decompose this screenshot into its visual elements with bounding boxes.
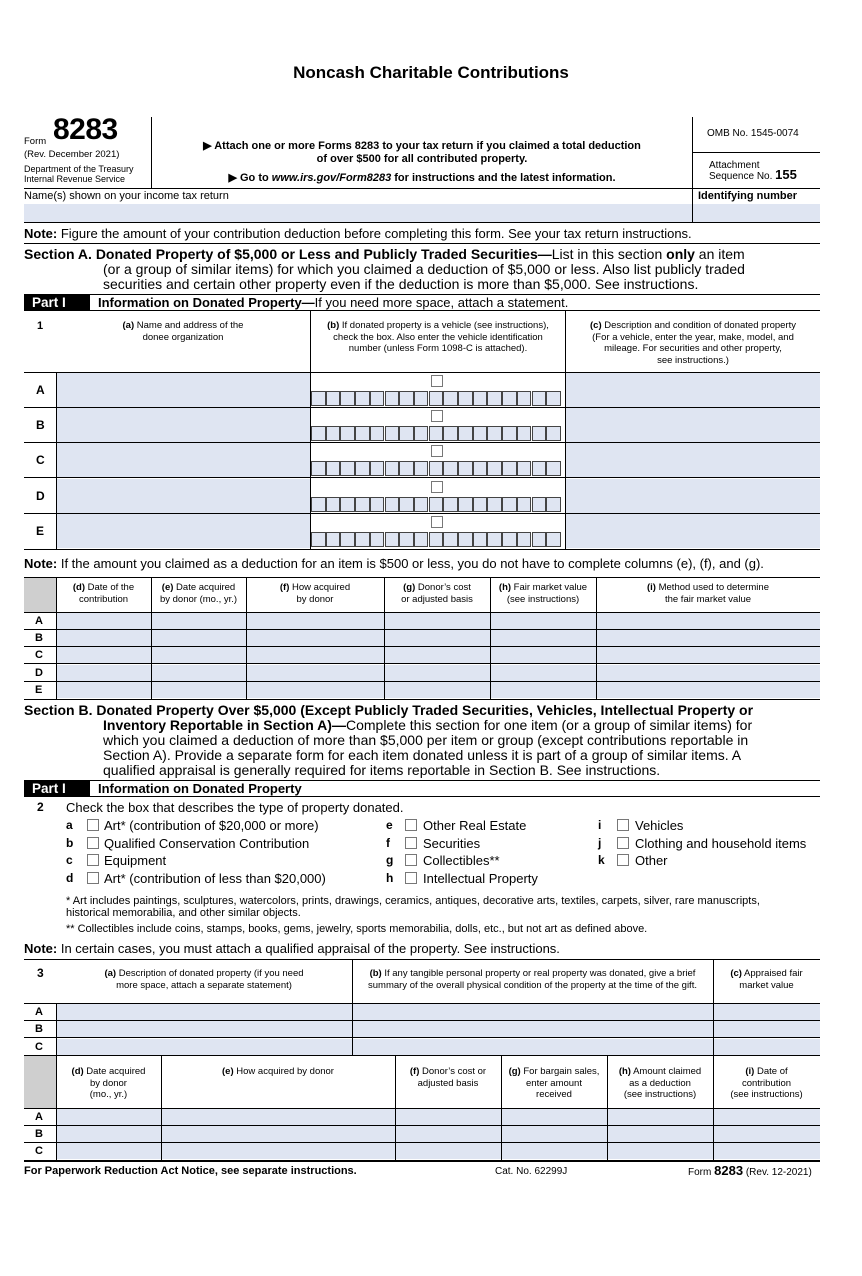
valuation-method-field[interactable] [597,647,820,663]
deduction-amount-field[interactable] [608,1126,713,1142]
fair-market-value-field[interactable] [491,613,596,629]
row-label: B [35,632,43,644]
vin-digit-field[interactable] [502,532,517,547]
vin-digit-field[interactable] [399,497,414,512]
vin-digit-field[interactable] [311,391,326,406]
option-letter: b [66,835,74,850]
appraised-value-field[interactable] [714,1021,820,1037]
sequence-number: 155 [775,167,797,182]
property-type-label: Art* (contribution of less than $20,000) [104,870,326,886]
vin-digit-field[interactable] [429,497,444,512]
vin-digit-field[interactable] [370,391,385,406]
section-a-heading: Section A. Donated Property of $5,000 or Less and Publicly Traded Securities—List in this section only an item [24,246,745,262]
date-acquired-field[interactable] [57,1126,161,1142]
donor-cost-field[interactable] [385,647,490,663]
column-3f-header: (f) Donor’s cost or adjusted basis [409,1066,487,1089]
form-number: 8283 [53,113,118,146]
vin-digit-field[interactable] [355,426,370,441]
vin-digit-field[interactable] [429,532,444,547]
row-label: A [35,615,43,627]
donee-organization-field[interactable] [57,514,310,548]
vin-digit-field[interactable] [414,391,429,406]
vin-digit-field[interactable] [487,497,502,512]
attach-instruction: ▶ Attach one or more Forms 8283 to your tax return if you claimed a total deduction of over $500 for all contributed property. [203,140,641,165]
line-1-number: 1 [37,320,44,332]
option-letter: i [598,818,602,832]
vin-digit-field[interactable] [399,461,414,476]
property-type-label: Securities [423,835,481,851]
row-label: D [36,489,45,503]
vehicle-checkbox[interactable] [431,410,443,422]
part-1-b-label: Part I [24,781,90,796]
vin-digit-field[interactable] [502,426,517,441]
row-label: B [36,418,45,432]
vin-digit-field[interactable] [414,532,429,547]
vin-digit-field[interactable] [502,497,517,512]
department-line-1: Department of the Treasury [24,164,134,174]
property-type-label: Qualified Conservation Contribution [104,835,310,851]
contribution-date-field[interactable] [714,1109,820,1125]
form-title: Noncash Charitable Contributions [293,63,569,82]
vin-digit-field[interactable] [473,532,488,547]
row-label: C [35,1041,43,1053]
property-condition-field[interactable] [353,1039,713,1055]
website-instruction: ▶ Go to www.irs.gov/Form8283 for instructions and the latest information. [228,172,616,184]
bargain-sale-amount-field[interactable] [502,1143,607,1159]
vin-digit-field[interactable] [399,532,414,547]
property-type-checkbox[interactable] [87,872,99,884]
vin-digit-field[interactable] [473,426,488,441]
vin-digit-field[interactable] [546,391,561,406]
vin-digit-field[interactable] [458,461,473,476]
property-type-checkbox[interactable] [87,837,99,849]
column-d-header: (d) Date of the contribution [72,582,135,605]
section-b-line-5: qualified appraisal is generally required for items reportable in Section B. See instructions. [103,762,661,778]
property-type-checkbox[interactable] [87,854,99,866]
option-letter: k [598,853,605,868]
vehicle-checkbox[interactable] [431,481,443,493]
property-condition-field[interactable] [353,1004,713,1020]
vin-digit-field[interactable] [385,391,400,406]
vin-digit-field[interactable] [546,426,561,441]
vin-digit-field[interactable] [487,391,502,406]
donor-cost-field[interactable] [385,665,490,681]
date-acquired-field[interactable] [152,630,246,646]
column-3b-header: (b) If any tangible personal property or real property was donated, give a brief summary of the overall physical condition of the property at the time of the gift. [368,968,697,991]
property-type-label: Collectibles** [423,853,500,869]
option-letter: f [386,835,390,850]
contribution-date-field[interactable] [57,647,151,663]
date-acquired-field[interactable] [152,665,246,681]
how-acquired-field[interactable] [247,630,384,646]
vin-digit-field[interactable] [443,532,458,547]
date-acquired-field[interactable] [57,1109,161,1125]
fair-market-value-field[interactable] [491,682,596,698]
property-type-label: Intellectual Property [423,870,538,886]
art-footnote-line-2: historical memorabilia, and other similar objects. [66,907,301,919]
valuation-method-field[interactable] [597,665,820,681]
contribution-date-field[interactable] [714,1126,820,1142]
names-field[interactable] [24,204,692,222]
vin-digit-field[interactable] [502,391,517,406]
vin-digit-field[interactable] [546,532,561,547]
property-description-field[interactable] [57,1039,352,1055]
fair-market-value-field[interactable] [491,665,596,681]
option-letter: d [66,870,74,885]
vin-digit-field[interactable] [414,497,429,512]
property-description-field[interactable] [566,373,820,407]
vin-digit-field[interactable] [385,497,400,512]
vin-digit-field[interactable] [517,426,532,441]
vin-digit-field[interactable] [443,461,458,476]
form-revision: (Rev. December 2021) [24,149,120,160]
how-acquired-field[interactable] [247,665,384,681]
option-letter: j [598,835,602,850]
row-label: A [35,1006,43,1018]
property-type-checkbox[interactable] [617,854,629,866]
line-2-text: Check the box that describes the type of property donated. [66,800,404,815]
property-type-checkbox[interactable] [617,819,629,831]
vin-digit-field[interactable] [370,426,385,441]
paperwork-notice: For Paperwork Reduction Act Notice, see separate instructions. [24,1165,357,1177]
line-3-number: 3 [37,966,44,980]
column-3i-header: (i) Date of contribution (see instructions) [730,1066,803,1100]
property-type-label: Other Real Estate [423,818,527,833]
identifying-number-field[interactable] [693,204,820,222]
property-type-label: Equipment [104,853,167,869]
vin-digit-field[interactable] [443,497,458,512]
vin-digit-field[interactable] [340,497,355,512]
vin-digit-field[interactable] [326,497,341,512]
vin-digit-field[interactable] [370,532,385,547]
donee-organization-field[interactable] [57,408,310,442]
vin-digit-field[interactable] [473,391,488,406]
property-description-field[interactable] [566,443,820,477]
how-acquired-field[interactable] [162,1143,395,1159]
how-acquired-field[interactable] [247,613,384,629]
property-description-field[interactable] [57,1004,352,1020]
vin-digit-field[interactable] [532,426,547,441]
property-description-field[interactable] [566,514,820,548]
vin-digit-field[interactable] [385,461,400,476]
date-acquired-field[interactable] [152,682,246,698]
option-letter: g [386,853,394,868]
column-3a-header: (a) Description of donated property (if you need more space, attach a separate statement) [104,968,304,991]
vehicle-checkbox[interactable] [431,516,443,528]
valuation-method-field[interactable] [597,613,820,629]
vin-digit-field[interactable] [326,391,341,406]
vin-digit-field[interactable] [487,532,502,547]
row-label: A [35,1111,43,1123]
how-acquired-field[interactable] [162,1126,395,1142]
vin-digit-field[interactable] [311,497,326,512]
vehicle-checkbox[interactable] [431,375,443,387]
fair-market-value-field[interactable] [491,647,596,663]
how-acquired-field[interactable] [247,647,384,663]
property-description-field[interactable] [566,408,820,442]
option-letter: h [386,870,394,885]
vin-digit-field[interactable] [311,426,326,441]
vin-digit-field[interactable] [443,391,458,406]
vin-digit-field[interactable] [517,497,532,512]
how-acquired-field[interactable] [247,682,384,698]
row-label: A [36,383,45,397]
row-label: B [35,1128,43,1140]
section-a-line-3: securities and certain other property even if the deduction is more than $5,000. See instructions. [103,276,699,292]
section-b-line-2: Inventory Reportable in Section A)—Complete this section for one item (or a group of similar items) for [103,717,753,733]
vin-digit-field[interactable] [399,391,414,406]
department-line-2: Internal Revenue Service [24,174,126,184]
date-acquired-field[interactable] [152,647,246,663]
part-1-title: Information on Donated Property—If you need more space, attach a statement. [98,295,569,310]
vin-digit-field[interactable] [458,532,473,547]
row-label: E [35,684,43,696]
vin-digit-field[interactable] [414,461,429,476]
footer-form-id: Form 8283 (Rev. 12-2021) [688,1163,812,1178]
vin-digit-field[interactable] [473,461,488,476]
catalog-number: Cat. No. 62299J [495,1166,568,1177]
how-acquired-field[interactable] [162,1109,395,1125]
line-2-number: 2 [37,800,44,814]
column-3h-header: (h) Amount claimed as a deduction (see instructions) [618,1066,702,1100]
vin-digit-field[interactable] [370,497,385,512]
donor-cost-field[interactable] [385,630,490,646]
row-label: E [36,524,45,538]
vin-digit-field[interactable] [546,461,561,476]
column-b-header: (b) If donated property is a vehicle (see instructions), check the box. Also enter the vehicle identification number (unless Form 1098-C is attached). [327,320,549,354]
date-acquired-field[interactable] [152,613,246,629]
property-type-label: Clothing and household items [635,835,807,851]
row-label: C [36,453,45,467]
vin-digit-field[interactable] [340,461,355,476]
column-3e-header: (e) How acquired by donor [222,1066,334,1077]
vehicle-checkbox[interactable] [431,445,443,457]
vin-digit-field[interactable] [340,532,355,547]
vin-digit-field[interactable] [487,426,502,441]
vin-digit-field[interactable] [326,426,341,441]
vin-digit-field[interactable] [311,461,326,476]
vin-digit-field[interactable] [546,497,561,512]
vin-digit-field[interactable] [385,426,400,441]
donor-cost-field[interactable] [396,1143,501,1159]
contribution-date-field[interactable] [714,1143,820,1159]
property-type-checkbox[interactable] [405,837,417,849]
contribution-date-field[interactable] [57,630,151,646]
vin-digit-field[interactable] [532,532,547,547]
column-e-header: (e) Date acquired by donor (mo., yr.) [159,582,238,605]
row-label: C [35,1145,43,1157]
property-type-checkbox[interactable] [405,854,417,866]
option-letter: e [386,818,393,832]
vin-digit-field[interactable] [311,532,326,547]
donor-cost-field[interactable] [396,1109,501,1125]
vin-digit-field[interactable] [502,461,517,476]
section-b-heading: Section B. Donated Property Over $5,000 (Except Publicly Traded Securities, Vehicles, Intellectual Property or [24,702,754,718]
property-type-label: Vehicles [635,818,684,833]
appraised-value-field[interactable] [714,1039,820,1055]
column-h-header: (h) Fair market value (see instructions) [498,582,588,605]
column-f-header: (f) How acquired by donor [279,582,351,605]
vin-digit-field[interactable] [326,532,341,547]
donee-organization-field[interactable] [57,479,310,513]
bargain-sale-amount-field[interactable] [502,1109,607,1125]
vin-digit-field[interactable] [458,497,473,512]
names-label: Name(s) shown on your income tax return [24,190,229,202]
vin-digit-field[interactable] [517,391,532,406]
omb-number: OMB No. 1545-0074 [707,128,799,139]
vin-digit-field[interactable] [355,497,370,512]
vin-digit-field[interactable] [414,426,429,441]
vin-digit-field[interactable] [399,426,414,441]
donor-cost-field[interactable] [385,613,490,629]
vin-digit-field[interactable] [429,461,444,476]
vin-digit-field[interactable] [355,391,370,406]
property-type-checkbox[interactable] [617,837,629,849]
donor-cost-field[interactable] [385,682,490,698]
vin-digit-field[interactable] [340,426,355,441]
note-500-or-less: Note: If the amount you claimed as a deduction for an item is $500 or less, you do not have to complete columns (e), (f), and (g). [24,556,764,571]
valuation-method-field[interactable] [597,682,820,698]
donor-cost-field[interactable] [396,1126,501,1142]
vin-digit-field[interactable] [429,426,444,441]
vin-digit-field[interactable] [473,497,488,512]
part-1-label: Part I [24,295,90,310]
bargain-sale-amount-field[interactable] [502,1126,607,1142]
vin-digit-field[interactable] [517,532,532,547]
column-a-header: (a) Name and address of the donee organization [122,320,244,343]
row-label: B [35,1023,43,1035]
vin-digit-field[interactable] [532,391,547,406]
collectibles-footnote: ** Collectibles include coins, stamps, books, gems, jewelry, sports memorabilia, dolls, etc., but not art as defined above. [66,923,648,935]
column-i-header: (i) Method used to determine the fair market value [647,582,769,605]
contribution-date-field[interactable] [57,613,151,629]
column-3c-header: (c) Appraised fair market value [730,968,803,991]
donee-organization-field[interactable] [57,443,310,477]
option-letter: c [66,853,73,868]
vin-digit-field[interactable] [429,391,444,406]
contribution-date-field[interactable] [57,682,151,698]
row-label: C [35,649,43,661]
property-type-checkbox[interactable] [405,819,417,831]
vin-digit-field[interactable] [458,391,473,406]
donee-organization-field[interactable] [57,373,310,407]
column-3d-header: (d) Date acquired by donor (mo., yr.) [71,1066,146,1100]
column-3g-header: (g) For bargain sales, enter amount received [508,1066,600,1100]
section-a-line-2: (or a group of similar items) for which you claimed a deduction of $5,000 or less. Also list publicly traded [103,261,745,277]
note-figure-deduction: Note: Figure the amount of your contribution deduction before completing this form. See your tax return instructions. [24,226,692,241]
attachment-label: Attachment [709,160,760,171]
deduction-amount-field[interactable] [608,1143,713,1159]
vin-digit-field[interactable] [458,426,473,441]
property-description-field[interactable] [566,479,820,513]
vin-digit-field[interactable] [487,461,502,476]
vin-digit-field[interactable] [517,461,532,476]
form-label: Form [24,136,47,147]
property-type-label: Other [635,853,668,869]
appraised-value-field[interactable] [714,1004,820,1020]
irs-link[interactable]: www.irs.gov/Form8283 [271,172,392,184]
note-qualified-appraisal: Note: In certain cases, you must attach a qualified appraisal of the property. See instructions. [24,941,560,956]
property-type-checkbox[interactable] [405,872,417,884]
property-condition-field[interactable] [353,1021,713,1037]
property-type-label: Art* (contribution of $20,000 or more) [104,818,319,833]
vin-digit-field[interactable] [385,532,400,547]
sequence-label: Sequence No. 155 [709,167,797,182]
part-1-b-title: Information on Donated Property [98,781,302,796]
contribution-date-field[interactable] [57,665,151,681]
row-label: D [35,667,43,679]
vin-digit-field[interactable] [532,497,547,512]
vin-digit-field[interactable] [355,461,370,476]
section-b-line-3: which you claimed a deduction of more than $5,000 per item or group (except contributions reportable in [103,732,749,748]
deduction-amount-field[interactable] [608,1109,713,1125]
column-g-header: (g) Donor’s cost or adjusted basis [401,582,473,605]
vin-digit-field[interactable] [532,461,547,476]
vin-digit-field[interactable] [443,426,458,441]
identifying-number-label: Identifying number [698,190,797,202]
vin-digit-field[interactable] [326,461,341,476]
section-b-line-4: Section A). Provide a separate form for each item donated unless it is part of a group of similar items. A [103,747,742,763]
property-type-checkbox[interactable] [87,819,99,831]
art-footnote: * Art includes paintings, sculptures, watercolors, prints, drawings, ceramics, antiques, decorative arts, textiles, carpets, silver, rare manuscripts, [66,895,760,907]
vin-digit-field[interactable] [340,391,355,406]
date-acquired-field[interactable] [57,1143,161,1159]
option-letter: a [66,818,73,832]
vin-digit-field[interactable] [355,532,370,547]
valuation-method-field[interactable] [597,630,820,646]
fair-market-value-field[interactable] [491,630,596,646]
column-c-header: (c) Description and condition of donated property (For a vehicle, enter the year, make, model, and mileage. For securities and other property, see instructions.) [590,320,796,366]
vin-digit-field[interactable] [370,461,385,476]
property-description-field[interactable] [57,1021,352,1037]
